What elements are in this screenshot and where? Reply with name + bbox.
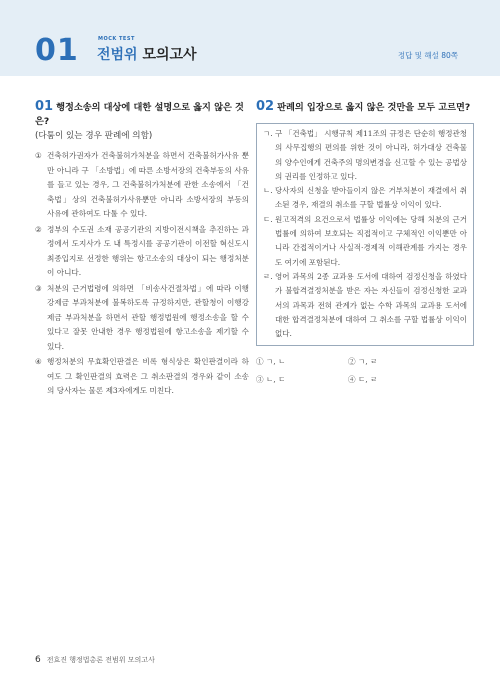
statement-text: 영어 과목의 2종 교과용 도서에 대하여 검정신청을 하였다가 불합격결정처분을 받은 자는 자신들이 검정신청한 교과서의 과목과 전혀 관계가 없는 수학 과목의 교과용 도서에 대한 합격결정처분에 대하여 그 취소를 구할 법률상 이익이 없다. <box>275 271 467 339</box>
option-marker: ④ <box>35 357 42 366</box>
q1-option-4[interactable] <box>35 355 249 399</box>
section-title <box>97 44 197 64</box>
option-text: 행정처분의 무효확인판결은 비록 형식상은 확인판결이라 하여도 그 확인판결의 효력은 그 취소판결의 경우와 같이 소송의 당사자는 물론 제3자에게도 미친다. <box>47 357 249 395</box>
footer-text: 전효진 행정법총론 전범위 모의고사 <box>46 656 155 664</box>
question-1-title <box>35 100 249 129</box>
option-text: 정부의 수도권 소재 공공기관의 지방이전시책을 추진하는 과정에서 도지사가 도 내 특정시를 공공기관이 이전할 혁신도시 최종입지로 선정한 행위는 항고소송의 대상이 되는 행정처분이 아니다. <box>47 224 249 277</box>
section-title-highlight: 전범위 <box>97 47 138 63</box>
option-marker: ① <box>35 151 42 160</box>
statement-marker: ㄱ. <box>263 129 273 138</box>
section-number: 01 <box>35 33 79 68</box>
q2-statement-2 <box>263 184 467 213</box>
section-title-rest: 모의고사 <box>137 47 197 63</box>
statement-text: 구 「건축법」 시행규칙 제11조의 규정은 단순히 행정관청의 사무집행의 편의를 위한 것이 아니라, 허가대상 건축물의 양수인에게 건축주의 명의변경을 신고할 수 있는 공법상의 권리를 인정하고 있다. <box>275 129 467 181</box>
statement-marker: ㄹ. <box>263 271 273 281</box>
page-header <box>0 0 500 76</box>
choice-marker: ③ <box>256 374 264 384</box>
question-2-title <box>256 100 476 115</box>
q2-choice-4[interactable] <box>348 374 440 385</box>
choice-row <box>256 352 476 370</box>
question-2-statement-box <box>256 123 474 346</box>
statement-marker: ㄷ. <box>263 214 273 224</box>
option-marker: ② <box>35 224 42 234</box>
statement-text: 원고적격의 요건으로서 법률상 이익에는 당해 처분의 근거 법률에 의하여 보호되는 직접적이고 구체적인 이익뿐만 아니라 간접적이거나 사실적·경제적 이해관계를 가지는 경우도 여기에 포함된다. <box>275 214 467 267</box>
choice-text: ㄴ, ㄷ <box>266 374 286 384</box>
page-number: 6 <box>35 655 41 665</box>
q1-option-3[interactable] <box>35 282 249 355</box>
q2-choice-2[interactable] <box>348 356 440 367</box>
q1-option-1[interactable] <box>35 149 249 222</box>
q2-statement-3 <box>263 213 467 270</box>
choice-text: ㄱ, ㄹ <box>358 356 378 366</box>
question-1-options <box>35 149 249 399</box>
q2-choice-3[interactable] <box>256 374 348 385</box>
choice-text: ㄱ, ㄴ <box>266 356 286 366</box>
statement-text: 당사자의 신청을 받아들이지 않은 거부처분이 재결에서 취소된 경우, 재결의 취소를 구할 법률상 이익이 있다. <box>275 186 467 210</box>
question-1-subtitle: (다툼이 있는 경우 판례에 의함) <box>35 131 153 141</box>
option-text: 처분의 근거법령에 의하면 「비송사건절차법」에 따라 이행강제금 부과처분에 불복하도록 규정하지만, 관할청이 이행강제금 부과처분을 하면서 관할 행정법원에 행정소송을 할 수 있다고 잘못 안내한 경우 행정법원에 항고소송을 제기할 수 있다. <box>47 283 249 351</box>
statement-marker: ㄴ. <box>263 186 273 196</box>
mock-test-label: MOCK TEST <box>98 36 135 42</box>
choice-marker: ④ <box>348 374 356 384</box>
answer-page-reference: 정답 및 해설 80쪽 <box>397 51 458 60</box>
choice-row <box>256 370 476 388</box>
q2-statement-1 <box>263 127 467 184</box>
question-2 <box>256 100 476 388</box>
question-1-number: 01 <box>35 99 54 114</box>
question-1-text: 행정소송의 대상에 대한 설명으로 옳지 않은 것은? <box>35 102 244 127</box>
option-marker: ③ <box>35 283 42 293</box>
choice-text: ㄷ, ㄹ <box>358 374 378 384</box>
page-footer <box>35 655 155 665</box>
q2-choice-1[interactable] <box>256 356 348 367</box>
question-1 <box>35 100 249 400</box>
choice-marker: ② <box>348 356 356 366</box>
q1-option-2[interactable] <box>35 223 249 281</box>
option-text: 건축허가권자가 건축불허가처분을 하면서 건축불허가사유 뿐만 아니라 구 「소방법」에 따른 소방서장의 건축부동의 사유를 들고 있는 경우, 그 건축불허가처분에 관한 소송에서 「건축법」상의 건축불허가사유뿐만 아니라 소방서장의 부동의 사유에 관하여도 다툴 수 있다. <box>47 151 249 218</box>
q2-statement-4 <box>263 270 467 341</box>
choice-marker: ① <box>256 356 264 366</box>
question-2-text: 판례의 입장으로 옳지 않은 것만을 모두 고르면? <box>277 102 471 113</box>
question-2-choices <box>256 352 476 388</box>
question-2-number: 02 <box>256 99 275 114</box>
